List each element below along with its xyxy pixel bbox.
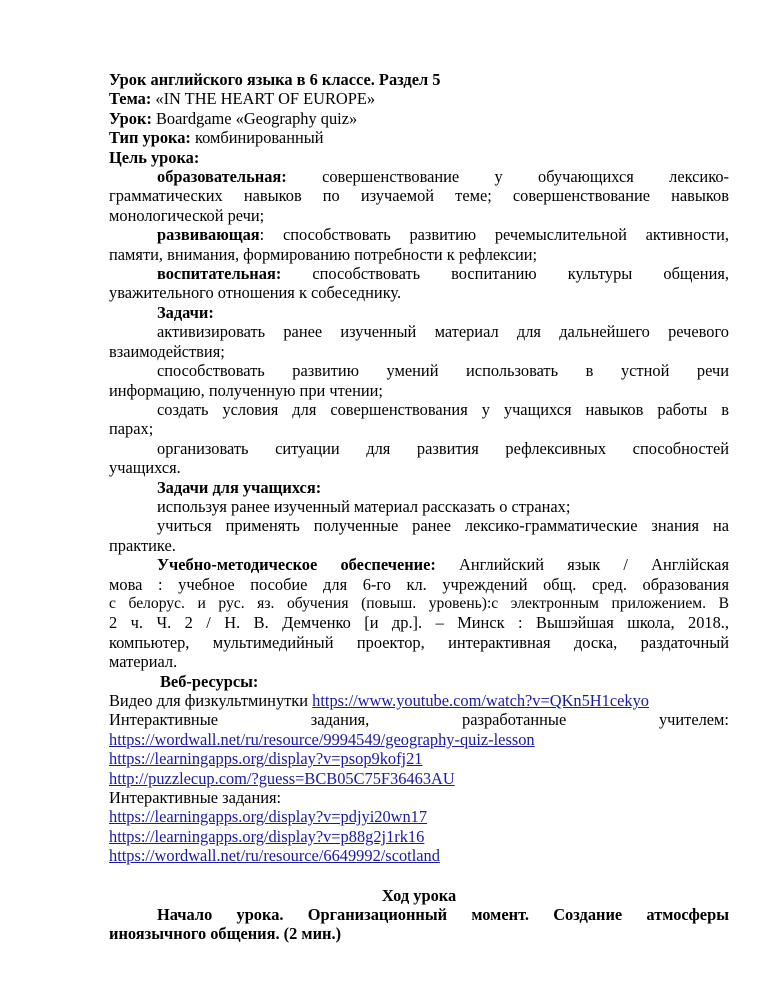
course-start-end: иноязычного общения. (2 мин.): [109, 924, 342, 944]
task-2-end: информацию, полученную при чтении;: [109, 380, 383, 400]
link-learningapps-1: [109, 749, 729, 768]
video-line: Видео для физкультминутки https://www.youtube.com/watch?v=QKn5H1cekyo: [109, 691, 649, 710]
teacher-tasks-line: Интерактивные задания, разработанные учителем:: [109, 710, 729, 730]
goal-developing-end: памяти, внимания, формированию потребности к рефлексии;: [109, 244, 538, 264]
learningapps-p88g-link[interactable]: https://learningapps.org/display?v=p88g2j1rk16: [109, 826, 425, 846]
materials-line-2: мова : учебное пособие для 6-го кл. учреждений общ. сред. образования: [109, 574, 729, 594]
topic-line: Тема: «IN THE HEART OF EUROPE»: [109, 89, 376, 109]
student-task-2: учиться применять полученные ранее лексико-грамматические знания на: [157, 516, 729, 536]
document-page: [109, 70, 729, 944]
task-1-end: взаимодействия;: [109, 341, 225, 361]
learningapps-pdjyi-link[interactable]: https://learningapps.org/display?v=pdjyi20wn17: [109, 807, 428, 827]
web-resources-heading: Веб-ресурсы:: [160, 671, 259, 691]
task-3: создать условия для совершенствования у учащихся навыков работы в: [157, 399, 729, 419]
link-puzzlecup: [109, 769, 729, 788]
learningapps-psop-link[interactable]: https://learningapps.org/display?v=psop9kofj21: [109, 749, 423, 769]
course-start: Начало урока. Организационный момент. Создание атмосферы: [157, 905, 729, 925]
student-task-1: используя ранее изученный материал рассказать о странах;: [157, 496, 571, 516]
task-3-end: парах;: [109, 419, 154, 439]
task-1: активизировать ранее изученный материал для дальнейшего речевого: [157, 322, 729, 342]
tasks-heading: Задачи:: [157, 302, 214, 322]
task-2: способствовать развитию умений использовать в устной речи: [157, 361, 729, 381]
task-4: организовать ситуации для развития рефлексивных способностей: [157, 438, 729, 458]
wordwall-geography-link[interactable]: https://wordwall.net/ru/resource/9994549/geography-quiz-lesson: [109, 729, 535, 749]
goal-heading: Цель урока:: [109, 147, 200, 167]
materials-line-5: компьютер, мультимедийный проектор, интерактивная доска, раздаточный: [109, 632, 729, 652]
video-link[interactable]: https://www.youtube.com/watch?v=QKn5H1cekyo: [312, 691, 649, 710]
wordwall-scotland-link[interactable]: https://wordwall.net/ru/resource/6649992/scotland: [109, 846, 440, 866]
goal-educational-end: монологической речи;: [109, 205, 265, 225]
link-learningapps-3: [109, 827, 729, 846]
student-tasks-heading: Задачи для учащихся:: [157, 477, 322, 497]
lesson-type-line: Тип урока: комбинированный: [109, 128, 324, 148]
interactive-tasks-label: Интерактивные задания:: [109, 788, 282, 808]
lesson-title: Урок английского языка в 6 классе. Раздел 5: [109, 70, 441, 89]
link-wordwall-geography: [109, 730, 729, 749]
student-task-2-end: практике.: [109, 535, 176, 555]
materials-line: Учебно-методическое обеспечение: Английский язык / Англійская: [157, 555, 729, 575]
materials-line-3: с белорус. и рус. яз. обучения (повыш. уровень):с электронным приложением. В: [109, 594, 729, 612]
link-wordwall-scotland: [109, 846, 729, 865]
goal-developing: развивающая: способствовать развитию речемыслительной активности,: [157, 225, 729, 245]
materials-line-4: 2 ч. Ч. 2 / Н. В. Демченко [и др.]. – Минск : Вышэйшая школа, 2018.,: [109, 613, 729, 633]
link-learningapps-2: [109, 807, 729, 826]
materials-line-6: материал.: [109, 652, 178, 672]
puzzlecup-link[interactable]: http://puzzlecup.com/?guess=BCB05C75F36463AU: [109, 768, 455, 788]
goal-educational: образовательная: совершенствование у обучающихся лексико-: [157, 167, 729, 187]
goal-upbringing-end: уважительного отношения к собеседнику.: [109, 283, 402, 303]
lesson-line: Урок: Boardgame «Geography quiz»: [109, 108, 358, 128]
goal-upbringing: воспитательная: способствовать воспитанию культуры общения,: [157, 264, 729, 284]
course-heading: Ход урока: [381, 885, 457, 905]
goal-educational-cont: грамматических навыков по изучаемой теме; совершенствование навыков: [109, 186, 729, 206]
task-4-end: учащихся.: [109, 458, 181, 478]
